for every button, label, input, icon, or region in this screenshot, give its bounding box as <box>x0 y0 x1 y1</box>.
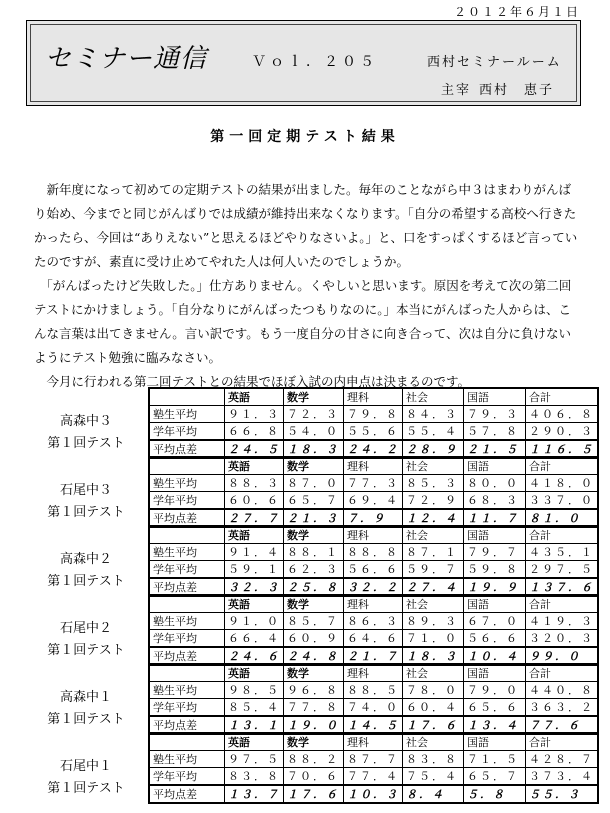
score-table <box>148 732 599 804</box>
column-header: 数学 <box>284 733 344 751</box>
header-row <box>149 388 598 406</box>
owner-name: 西村 恵子 <box>479 83 555 98</box>
score-cell: ９７．５ <box>225 751 284 768</box>
table-row <box>149 492 598 510</box>
header-row <box>149 457 598 475</box>
column-header: 合計 <box>526 388 599 406</box>
score-cell: ９１．０ <box>225 613 284 630</box>
score-cell: ５５．３ <box>526 785 599 803</box>
score-cell: ２４．８ <box>284 647 344 665</box>
score-cell: ８３．８ <box>225 768 284 786</box>
score-cell: ８７．７ <box>344 751 403 768</box>
test-label: 第１回テスト <box>47 712 125 727</box>
school-label: 高森中３ <box>59 414 112 429</box>
column-header: 国語 <box>464 595 526 613</box>
column-header: 社会 <box>403 457 464 475</box>
school-label: 高森中２ <box>59 552 112 567</box>
score-cell: ２１．３ <box>284 509 344 527</box>
column-header: 理科 <box>344 388 403 406</box>
test-label: 第１回テスト <box>47 505 125 520</box>
newsletter-title: セミナー通信 <box>45 44 208 74</box>
score-block <box>0 525 610 594</box>
column-header: 社会 <box>403 526 464 544</box>
row-label: 塾生平均 <box>149 613 225 630</box>
score-cell: ７９．８ <box>344 406 403 423</box>
score-cell: ２４．５ <box>225 440 284 458</box>
score-cell: ６０．９ <box>284 630 344 648</box>
score-cell: ８０．０ <box>464 475 526 492</box>
table-row <box>149 406 598 423</box>
table-row <box>149 699 598 717</box>
row-label: 塾生平均 <box>149 751 225 768</box>
score-cell: ２９０．３ <box>526 423 599 441</box>
column-header: 国語 <box>464 526 526 544</box>
score-cell: ８８．１ <box>284 544 344 561</box>
score-cell: ７７．６ <box>526 716 599 734</box>
score-cell: ５９．８ <box>464 561 526 579</box>
column-header: 合計 <box>526 595 599 613</box>
score-cell: ９８．５ <box>225 682 284 699</box>
score-cell: ２４．６ <box>225 647 284 665</box>
score-table <box>148 387 599 459</box>
score-block <box>0 594 610 663</box>
score-block <box>0 663 610 732</box>
score-cell: ７２．３ <box>284 406 344 423</box>
score-cell: ２７．７ <box>225 509 284 527</box>
score-cell: ７１．０ <box>403 630 464 648</box>
results-section <box>0 387 610 801</box>
score-cell: ８４．３ <box>403 406 464 423</box>
score-cell: ６０．６ <box>225 492 284 510</box>
table-row <box>149 561 598 579</box>
table-row <box>149 785 598 803</box>
column-header: 国語 <box>464 733 526 751</box>
score-cell: ５９．７ <box>403 561 464 579</box>
score-cell: ９１．３ <box>225 406 284 423</box>
paragraph: 新年度になって初めての定期テストの結果が出ました。毎年のことながら中３はまわりがんばり始め、今までと同じがんばりでは成績が維持出来なくなります。「自分の希望する高校へ行きたかったら、今回は“ありえない”と思えるほどやりなさいよ。」と、口をすっぱくするほど言っていたのですが、素直に受け止めてやれた人は何人いたのでしょうか。 <box>34 182 578 269</box>
score-cell: ７２．９ <box>403 492 464 510</box>
score-cell: １４．５ <box>344 716 403 734</box>
corner-cell <box>149 595 225 613</box>
column-header: 理科 <box>344 526 403 544</box>
score-cell: ８８．２ <box>284 751 344 768</box>
column-header: 英語 <box>225 388 284 406</box>
score-cell: ７８．０ <box>403 682 464 699</box>
column-header: 合計 <box>526 664 599 682</box>
score-cell: ２８．９ <box>403 440 464 458</box>
score-cell: ３２．２ <box>344 578 403 596</box>
school-label: 石尾中３ <box>59 483 112 498</box>
row-label: 平均点差 <box>149 509 225 527</box>
score-table <box>148 456 599 528</box>
column-header: 英語 <box>225 457 284 475</box>
row-label: 学年平均 <box>149 492 225 510</box>
row-label: 平均点差 <box>149 647 225 665</box>
newsletter-header <box>26 20 581 106</box>
score-cell: ２７．４ <box>403 578 464 596</box>
header-row <box>149 595 598 613</box>
row-label: 塾生平均 <box>149 544 225 561</box>
score-cell: ６０．４ <box>403 699 464 717</box>
score-cell: ６２．３ <box>284 561 344 579</box>
score-cell: ７９．７ <box>464 544 526 561</box>
score-cell: １９．０ <box>284 716 344 734</box>
score-cell: ４４０．８ <box>526 682 599 699</box>
row-label: 塾生平均 <box>149 406 225 423</box>
row-label: 塾生平均 <box>149 682 225 699</box>
school-label: 高森中１ <box>59 690 112 705</box>
score-cell: ７．９ <box>344 509 403 527</box>
score-cell: ６９．４ <box>344 492 403 510</box>
score-cell: １０．３ <box>344 785 403 803</box>
score-cell: ７４．０ <box>344 699 403 717</box>
paragraph: 「がんばったけど失敗した。」仕方ありません。くやしいと思います。原因を考えて次の第二回テストにかけましょう。「自分なりにがんばったつもりなのに。」本当にがんばった人からは、こんな言葉は出てきません。言い訳です。もう一度自分の甘さに向き合って、次は自分に負けないようにテスト勉強に臨みなさい。 <box>34 278 572 365</box>
score-block <box>0 732 610 801</box>
row-label: 平均点差 <box>149 716 225 734</box>
score-cell: ６６．４ <box>225 630 284 648</box>
table-row <box>149 768 598 786</box>
score-cell: ５５．４ <box>403 423 464 441</box>
score-cell: ７５．４ <box>403 768 464 786</box>
score-cell: ５９．１ <box>225 561 284 579</box>
header-row <box>149 664 598 682</box>
score-cell: ７１．５ <box>464 751 526 768</box>
score-cell: ７９．３ <box>464 406 526 423</box>
issue-date: ２０１２年６月１日 <box>453 5 580 19</box>
score-cell: ８８．５ <box>344 682 403 699</box>
score-cell: ３７３．４ <box>526 768 599 786</box>
article-body <box>34 178 582 394</box>
score-table <box>148 594 599 666</box>
document-title: 第一回定期テスト結果 <box>210 129 400 145</box>
column-header: 理科 <box>344 457 403 475</box>
corner-cell <box>149 664 225 682</box>
corner-cell <box>149 457 225 475</box>
score-cell: ７７．３ <box>344 475 403 492</box>
table-row <box>149 630 598 648</box>
score-cell: ６７．０ <box>464 613 526 630</box>
score-cell: ６４．６ <box>344 630 403 648</box>
score-cell: ８７．０ <box>284 475 344 492</box>
score-cell: １３．４ <box>464 716 526 734</box>
row-label: 平均点差 <box>149 785 225 803</box>
school-label: 石尾中１ <box>59 759 112 774</box>
score-cell: ３３７．０ <box>526 492 599 510</box>
table-row <box>149 475 598 492</box>
header-row <box>149 733 598 751</box>
score-cell: １３．１ <box>225 716 284 734</box>
score-cell: ８５．４ <box>225 699 284 717</box>
row-label: 学年平均 <box>149 768 225 786</box>
column-header: 理科 <box>344 733 403 751</box>
score-cell: １８．３ <box>403 647 464 665</box>
score-cell: ３２０．３ <box>526 630 599 648</box>
score-cell: ８７．１ <box>403 544 464 561</box>
table-row <box>149 423 598 441</box>
score-cell: １７．６ <box>284 785 344 803</box>
column-header: 国語 <box>464 664 526 682</box>
score-cell: ３２．３ <box>225 578 284 596</box>
score-cell: ４３５．１ <box>526 544 599 561</box>
score-cell: ６８．３ <box>464 492 526 510</box>
score-cell: ３６３．２ <box>526 699 599 717</box>
score-cell: １１６．５ <box>526 440 599 458</box>
row-label: 学年平均 <box>149 630 225 648</box>
score-cell: １３７．６ <box>526 578 599 596</box>
score-cell: ７９．０ <box>464 682 526 699</box>
corner-cell <box>149 733 225 751</box>
score-cell: １７．６ <box>403 716 464 734</box>
score-cell: ８８．８ <box>344 544 403 561</box>
score-cell: ７７．４ <box>344 768 403 786</box>
score-cell: １０．４ <box>464 647 526 665</box>
corner-cell <box>149 388 225 406</box>
column-header: 数学 <box>284 457 344 475</box>
score-cell: ８５．７ <box>284 613 344 630</box>
column-header: 英語 <box>225 526 284 544</box>
table-row <box>149 751 598 768</box>
table-row <box>149 613 598 630</box>
column-header: 社会 <box>403 595 464 613</box>
score-cell: ７７．８ <box>284 699 344 717</box>
score-cell: ８１．０ <box>526 509 599 527</box>
table-row <box>149 544 598 561</box>
volume-number: Ｖｏｌ．２０５ <box>252 54 378 70</box>
paragraph: 今月に行われる第二回テストとの結果でほぼ入試の内申点は決まるのです。 <box>34 374 471 389</box>
score-cell: ４１８．０ <box>526 475 599 492</box>
score-table <box>148 663 599 735</box>
score-cell: ２４．２ <box>344 440 403 458</box>
score-cell: ４２８．７ <box>526 751 599 768</box>
school-label: 石尾中２ <box>59 621 112 636</box>
row-label: 学年平均 <box>149 699 225 717</box>
score-cell: ２９７．５ <box>526 561 599 579</box>
score-cell: ６５．７ <box>464 768 526 786</box>
score-cell: ６５．６ <box>464 699 526 717</box>
score-cell: ２１．７ <box>344 647 403 665</box>
score-cell: ５６．６ <box>344 561 403 579</box>
organization-name: 西村セミナールーム <box>427 55 562 70</box>
score-cell: ９１．４ <box>225 544 284 561</box>
column-header: 合計 <box>526 526 599 544</box>
column-header: 数学 <box>284 388 344 406</box>
column-header: 数学 <box>284 595 344 613</box>
score-cell: ２１．５ <box>464 440 526 458</box>
column-header: 英語 <box>225 733 284 751</box>
column-header: 英語 <box>225 664 284 682</box>
row-label: 平均点差 <box>149 578 225 596</box>
score-cell: ９９．０ <box>526 647 599 665</box>
score-cell: １８．３ <box>284 440 344 458</box>
row-label: 平均点差 <box>149 440 225 458</box>
column-header: 社会 <box>403 388 464 406</box>
score-cell: ２５．８ <box>284 578 344 596</box>
column-header: 社会 <box>403 664 464 682</box>
score-cell: ５．８ <box>464 785 526 803</box>
score-cell: ８．４ <box>403 785 464 803</box>
score-cell: １３．７ <box>225 785 284 803</box>
column-header: 社会 <box>403 733 464 751</box>
score-cell: ６５．７ <box>284 492 344 510</box>
column-header: 数学 <box>284 664 344 682</box>
score-block <box>0 456 610 525</box>
score-cell: １９．９ <box>464 578 526 596</box>
column-header: 国語 <box>464 388 526 406</box>
row-label: 塾生平均 <box>149 475 225 492</box>
score-cell: ８８．３ <box>225 475 284 492</box>
test-label: 第１回テスト <box>47 574 125 589</box>
score-cell: １１．７ <box>464 509 526 527</box>
row-label: 学年平均 <box>149 561 225 579</box>
column-header: 理科 <box>344 664 403 682</box>
test-label: 第１回テスト <box>47 781 125 796</box>
column-header: 理科 <box>344 595 403 613</box>
column-header: 合計 <box>526 733 599 751</box>
owner-line <box>441 79 562 98</box>
score-cell: ５４．０ <box>284 423 344 441</box>
score-cell: ４１９．３ <box>526 613 599 630</box>
column-header: 国語 <box>464 457 526 475</box>
score-cell: ８９．３ <box>403 613 464 630</box>
score-block <box>0 387 610 456</box>
score-cell: ８３．８ <box>403 751 464 768</box>
score-cell: ４０６．８ <box>526 406 599 423</box>
score-cell: ８５．３ <box>403 475 464 492</box>
column-header: 数学 <box>284 526 344 544</box>
table-row <box>149 682 598 699</box>
column-header: 英語 <box>225 595 284 613</box>
score-cell: ６６．８ <box>225 423 284 441</box>
score-cell: ９６．８ <box>284 682 344 699</box>
score-cell: ５５．６ <box>344 423 403 441</box>
score-cell: ５６．６ <box>464 630 526 648</box>
score-cell: ７０．６ <box>284 768 344 786</box>
owner-role: 主宰 <box>441 83 472 98</box>
score-table <box>148 525 599 597</box>
score-cell: １２．４ <box>403 509 464 527</box>
header-row <box>149 526 598 544</box>
column-header: 合計 <box>526 457 599 475</box>
score-cell: ８６．３ <box>344 613 403 630</box>
row-label: 学年平均 <box>149 423 225 441</box>
score-cell: ５７．８ <box>464 423 526 441</box>
test-label: 第１回テスト <box>47 436 125 451</box>
test-label: 第１回テスト <box>47 643 125 658</box>
corner-cell <box>149 526 225 544</box>
